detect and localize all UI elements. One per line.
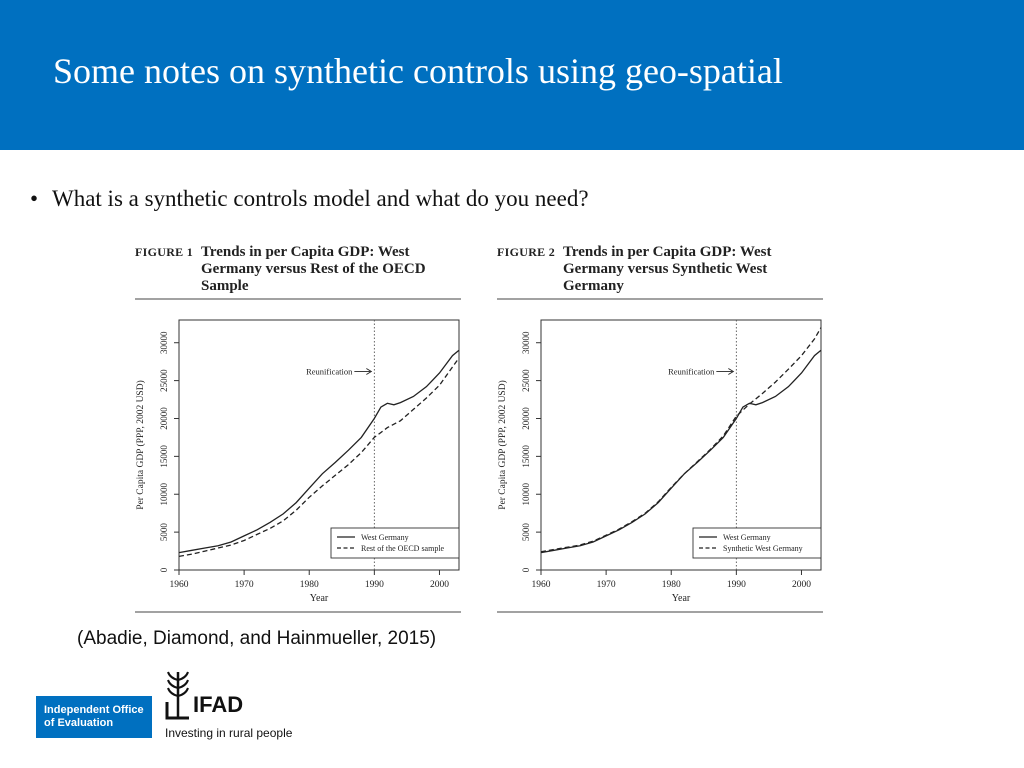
y-tick-label: 10000 [521,482,531,506]
x-axis-label: Year [671,593,691,604]
ioe-logo-text: Independent Office of Evaluation [44,704,144,729]
x-tick-label: 1960 [169,580,189,590]
legend-label: West Germany [723,533,771,542]
bullet-text: What is a synthetic controls model and what do you need? [52,186,589,211]
figure-2 [495,240,825,615]
legend-label: Rest of the OECD sample [361,544,445,553]
bullet-item [30,186,589,212]
figure-1-title: Trends in per Capita GDP: West Germany versus Rest of the OECD Sample [201,244,426,294]
ifad-wordmark: IFAD [193,692,244,717]
x-tick-label: 1980 [661,580,681,590]
y-tick-label: 25000 [521,369,531,392]
y-tick-label: 20000 [521,407,531,430]
ioe-logo [36,696,152,738]
series-line-comparison [179,358,459,557]
series-line-comparison [541,328,821,552]
citation: (Abadie, Diamond, and Hainmueller, 2015) [77,628,437,649]
figure-2-chart [495,240,825,615]
ifad-logo [163,668,303,744]
x-tick-label: 1970 [596,580,616,590]
x-tick-label: 1980 [299,580,319,590]
annotation-label: Reunification [668,366,715,377]
bullet-marker: • [30,186,39,211]
annotation-label: Reunification [306,366,353,377]
x-tick-label: 1990 [726,580,746,590]
x-axis-label: Year [309,593,329,604]
x-tick-label: 1970 [234,580,254,590]
header-bar [0,0,1024,150]
legend-label: West Germany [361,533,409,542]
figure-1-chart [133,240,463,615]
y-tick-label: 0 [521,567,531,573]
x-tick-label: 1990 [364,580,384,590]
x-tick-label: 2000 [429,580,449,590]
legend-label: Synthetic West Germany [723,544,803,553]
y-tick-label: 10000 [159,482,169,506]
x-tick-label: 1960 [531,580,551,590]
slide-title: Some notes on synthetic controls using geo-spatial [53,51,783,91]
figure-2-label: FIGURE 2 [497,245,556,259]
y-tick-label: 25000 [159,369,169,392]
y-axis-label: Per Capita GDP (PPP, 2002 USD) [498,380,508,510]
y-tick-label: 15000 [521,445,531,468]
y-tick-label: 20000 [159,407,169,430]
y-tick-label: 5000 [159,523,169,542]
figure-2-title: Trends in per Capita GDP: West Germany versus Synthetic West Germany [563,244,772,294]
x-tick-label: 2000 [791,580,811,590]
ifad-tagline: Investing in rural people [165,726,293,740]
series-line-west-germany [541,350,821,552]
y-tick-label: 30000 [521,331,531,354]
series-line-west-germany [179,350,459,552]
wheat-icon [163,668,193,724]
y-tick-label: 0 [159,567,169,573]
figure-1-label: FIGURE 1 [135,245,194,259]
y-axis-label: Per Capita GDP (PPP, 2002 USD) [136,380,146,510]
figure-1 [133,240,463,615]
y-tick-label: 30000 [159,331,169,354]
y-tick-label: 15000 [159,445,169,468]
y-tick-label: 5000 [521,523,531,542]
